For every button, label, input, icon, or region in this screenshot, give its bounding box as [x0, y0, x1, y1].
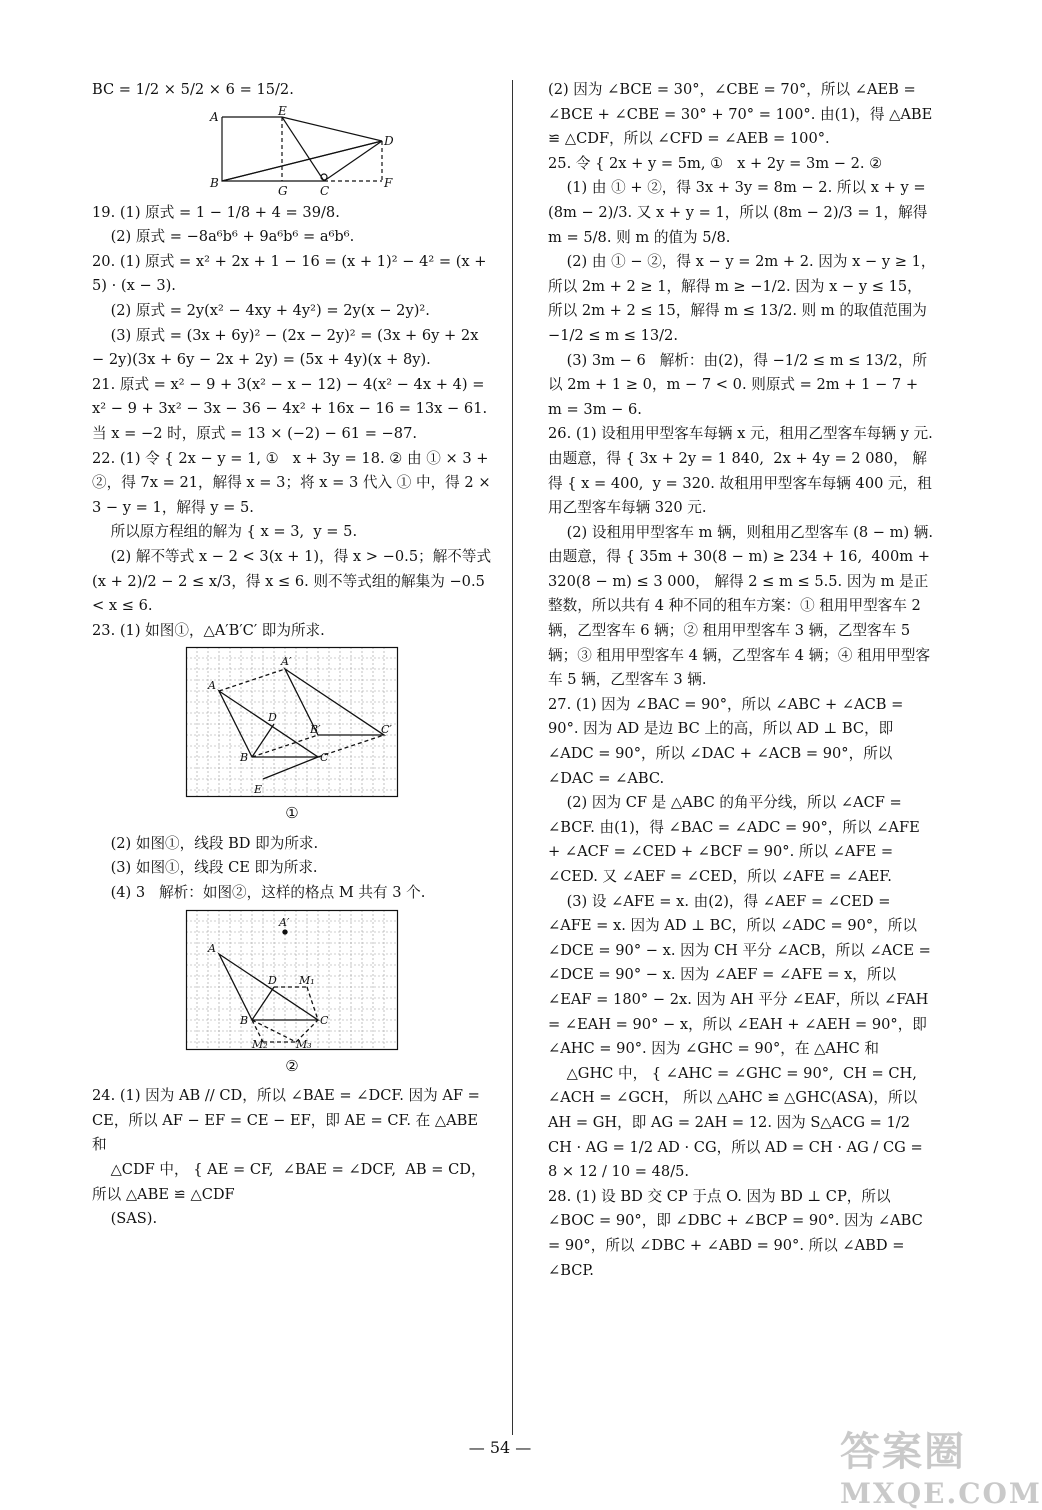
fig3-label-b: B: [240, 1013, 249, 1027]
fig2-label-d: D: [268, 711, 277, 725]
figure-grid-1: [186, 647, 398, 797]
bc-formula-line: BC = 1/2 × 5/2 × 6 = 15/2.: [92, 81, 294, 98]
answer-24-system: △CDF 中， { AE = CF, ∠BAE = ∠DCF, AB = CD， 所以 △ABE ≌ △CDF: [92, 1161, 491, 1203]
fig3-label-a: A: [208, 941, 216, 955]
watermark-text: 答案圈: [840, 1428, 966, 1475]
answer-27-2: (2) 因为 CF 是 △ABC 的角平分线，所以 ∠ACF = ∠BCF. 由(1)，得 ∠BAC = ∠ADC = 90°，所以 ∠AFE + ∠ACF = ∠CED + ∠BCF = 90°. 所以 ∠AFE = ∠CED. 又 ∠AEF = ∠CED，所以 ∠AFE = ∠AEF.: [548, 794, 925, 885]
answer-20-3: (3) 原式 = (3x + 6y)² − (2x − 2y)² = (3x + 6y + 2x − 2y)(3x + 6y − 2x + 2y) = (5x + 4y)(x + 8y).: [92, 326, 484, 369]
figure-quadrilateral: [192, 103, 394, 198]
fig1-label-b: B: [210, 175, 219, 190]
answer-25-3: (3) 3m − 6 解析：由(2)，得 −1/2 ≤ m ≤ 13/2，所以 2m + 1 ≥ 0，m − 7 < 0. 则原式 = 2m + 1 − 7 + m = 3m − 6.: [548, 351, 928, 418]
answer-23-2: (2) 如图①，线段 BD 即为所求.: [92, 834, 319, 852]
fig2-label-e: E: [254, 783, 263, 797]
fig1-label-g: G: [278, 183, 288, 198]
fig1-label-c: C: [320, 183, 330, 198]
fig2-label-a: A: [208, 679, 216, 693]
fig2-label-a-prime: A′: [281, 655, 292, 669]
fig1-label-f: F: [384, 175, 393, 190]
answer-21: 21. 原式 = x² − 9 + 3(x² − x − 12) − 4(x² − 4x + 4) = x² − 9 + 3x² − 3x − 36 − 4x² + 16x − 16 = 13x − 61. 当 x = −2 时，原式 = 13 × (−2) − 61 = −87.: [92, 375, 492, 442]
fig3-label-m1: M₁: [299, 973, 315, 987]
right-column: [548, 78, 936, 1283]
answer-20-2: (2) 原式 = 2y(x² − 4xy + 4y²) = 2y(x − 2y)².: [92, 301, 430, 319]
answer-25-system: 25. 令 { 2x + y = 5m, ① x + 2y = 3m − 2. ②: [548, 154, 883, 172]
fig2-label-b: B: [240, 751, 249, 765]
fig3-label-a-prime: A′: [279, 915, 290, 929]
answer-24-2: (2) 因为 ∠BCE = 30°，∠CBE = 70°，所以 ∠AEB = ∠BCE + ∠CBE = 30° + 70° = 100°. 由(1)，得 △ABE ≌ △CDF，所以 ∠CFD = ∠AEB = 100°.: [548, 81, 937, 148]
fig3-label-d: D: [268, 973, 277, 987]
answer-26-2: (2) 设租用甲型客车 m 辆，则租用乙型客车 (8 − m) 辆. 由题意，得 { 35m + 30(8 − m) ≥ 234 + 16, 400m + 320(8 − m) ≤ 3 000， 解得 2 ≤ m ≤ 5.5. 因为 m 是正整数，所以共有 4 种不同的租车方案：① 租用甲型客车 2 辆，乙型客车 6 辆；② 租用甲型客车 3 辆，乙型客车 5 辆；③ 租用甲型客车 4 辆，乙型客车 4 辆；④ 租用甲型客车 5 辆，乙型客车 3 辆.: [548, 523, 938, 689]
fig1-label-d: D: [384, 133, 394, 148]
figure-1-caption: ①: [285, 804, 299, 823]
answer-26-1: 26. (1) 设租用甲型客车每辆 x 元，租用乙型客车每辆 y 元. 由题意，得 { 3x + 2y = 1 840, 2x + 4y = 2 080， 解得 { x = 400, y = 320. 故租用甲型客车每辆 400 元，租用乙型客车每辆 320 元.: [548, 425, 938, 517]
answer-24-1: 24. (1) 因为 AB // CD，所以 ∠BAE = ∠DCF. 因为 AF = CE，所以 AF − EF = CE − EF，即 AE = CF. 在 △ABE 和: [92, 1087, 485, 1154]
answer-22-2: (2) 解不等式 x − 2 < 3(x + 1)，得 x > −0.5；解不等式 (x + 2)/2 − 2 ≤ x/3，得 x ≤ 6. 则不等式组的解集为 −0.5 < x ≤ 6.: [92, 547, 496, 615]
fig3-label-c: C: [320, 1013, 329, 1027]
watermark-logo: [840, 1420, 1042, 1510]
figure-grid-2: [186, 910, 398, 1050]
answer-27-1: 27. (1) 因为 ∠BAC = 90°，所以 ∠ABC + ∠ACB = 90°. 因为 AD 是边 BC 上的高，所以 AD ⊥ BC，即 ∠ADC = 90°，所以 ∠DAC + ∠ACB = 90°，所以 ∠DAC = ∠ABC.: [548, 695, 909, 787]
answer-19-2: (2) 原式 = −8a⁶b⁶ + 9a⁶b⁶ = a⁶b⁶.: [92, 228, 355, 246]
fig3-label-m3: M₃: [296, 1037, 312, 1051]
left-column: [92, 78, 496, 1232]
watermark-url: MXQE.COM: [840, 1477, 1042, 1510]
answer-25-1: (1) 由 ① + ②，得 3x + 3y = 8m − 2. 所以 x + y = (8m − 2)/3. 又 x + y = 1，所以 (8m − 2)/3 = 1，解得 m = 5/8. 则 m 的值为 5/8.: [548, 179, 932, 246]
fig1-label-a: A: [210, 109, 219, 124]
fig2-label-b-prime: B′: [310, 723, 321, 737]
fig1-label-e: E: [278, 103, 287, 118]
page-number: — 54 —: [468, 1438, 532, 1457]
fig3-label-m2: M₂: [252, 1037, 268, 1051]
figure-2-caption: ②: [285, 1056, 299, 1075]
answer-27-3-cont: △GHC 中， { ∠AHC = ∠GHC = 90°, CH = CH, ∠ACH = ∠GCH， 所以 △AHC ≌ △GHC(ASA)，所以 AH = GH，即 AG = 2AH = 12. 因为 S△ACG = 1/2 CH · AG = 1/2 AD · CG，所以 AD = CH · AG / CG = 8 × 12 / 10 = 48/5.: [548, 1064, 928, 1181]
answer-23-4: (4) 3 解析：如图②，这样的格点 M 共有 3 个.: [92, 884, 426, 902]
answer-23-3: (3) 如图①，线段 CE 即为所求.: [92, 859, 318, 877]
answer-23-1: 23. (1) 如图①，△A′B′C′ 即为所求.: [92, 621, 325, 639]
answer-20-1: 20. (1) 原式 = x² + 2x + 1 − 16 = (x + 1)² − 4² = (x + 5) · (x − 3).: [92, 252, 492, 295]
column-divider: [512, 80, 513, 1435]
answer-19-1: 19. (1) 原式 = 1 − 1/8 + 4 = 39/8.: [92, 203, 340, 221]
answer-22-1: 22. (1) 令 { 2x − y = 1, ① x + 3y = 18. ② 由 ① × 3 + ②，得 7x = 21，解得 x = 3；将 x = 3 代入 ① 中，得 2 × 3 − y = 1，解得 y = 5.: [92, 449, 496, 516]
answer-24-sas: (SAS).: [92, 1210, 158, 1228]
answer-22-solution: 所以原方程组的解为 { x = 3, y = 5.: [92, 523, 358, 541]
answer-25-2: (2) 由 ① − ②，得 x − y = 2m + 2. 因为 x − y ≥ 1，所以 2m + 2 ≥ 1，解得 m ≥ −1/2. 因为 x − y ≤ 15，所以 2m + 2 ≤ 15，解得 m ≤ 13/2. 则 m 的取值范围为 −1/2 ≤ m ≤ 13/2.: [548, 253, 936, 344]
fig2-label-c: C: [320, 751, 329, 765]
fig2-label-c-prime: C′: [381, 723, 392, 737]
answer-27-3: (3) 设 ∠AFE = x. 由(2)，得 ∠AEF = ∠CED = ∠AFE = x. 因为 AD ⊥ BC，所以 ∠ADC = 90°，所以 ∠DCE = 90° − x. 因为 CH 平分 ∠ACB，所以 ∠ACE = ∠DCE = 90° − x. 因为 ∠AEF = ∠AFE = x，所以 ∠EAF = 180° − 2x. 因为 AH 平分 ∠EAF，所以 ∠FAH = ∠EAH = 90° − x，所以 ∠EAH + ∠AEH = 90°，即 ∠AHC = 90°. 因为 ∠GHC = 90°，在 △AHC 和: [548, 892, 936, 1058]
answer-28-1: 28. (1) 设 BD 交 CP 于点 O. 因为 BD ⊥ CP，所以 ∠BOC = 90°，即 ∠DBC + ∠BCP = 90°. 因为 ∠ABC = 90°，所以 ∠DBC + ∠ABD = 90°. 所以 ∠ABD = ∠BCP.: [548, 1187, 928, 1279]
